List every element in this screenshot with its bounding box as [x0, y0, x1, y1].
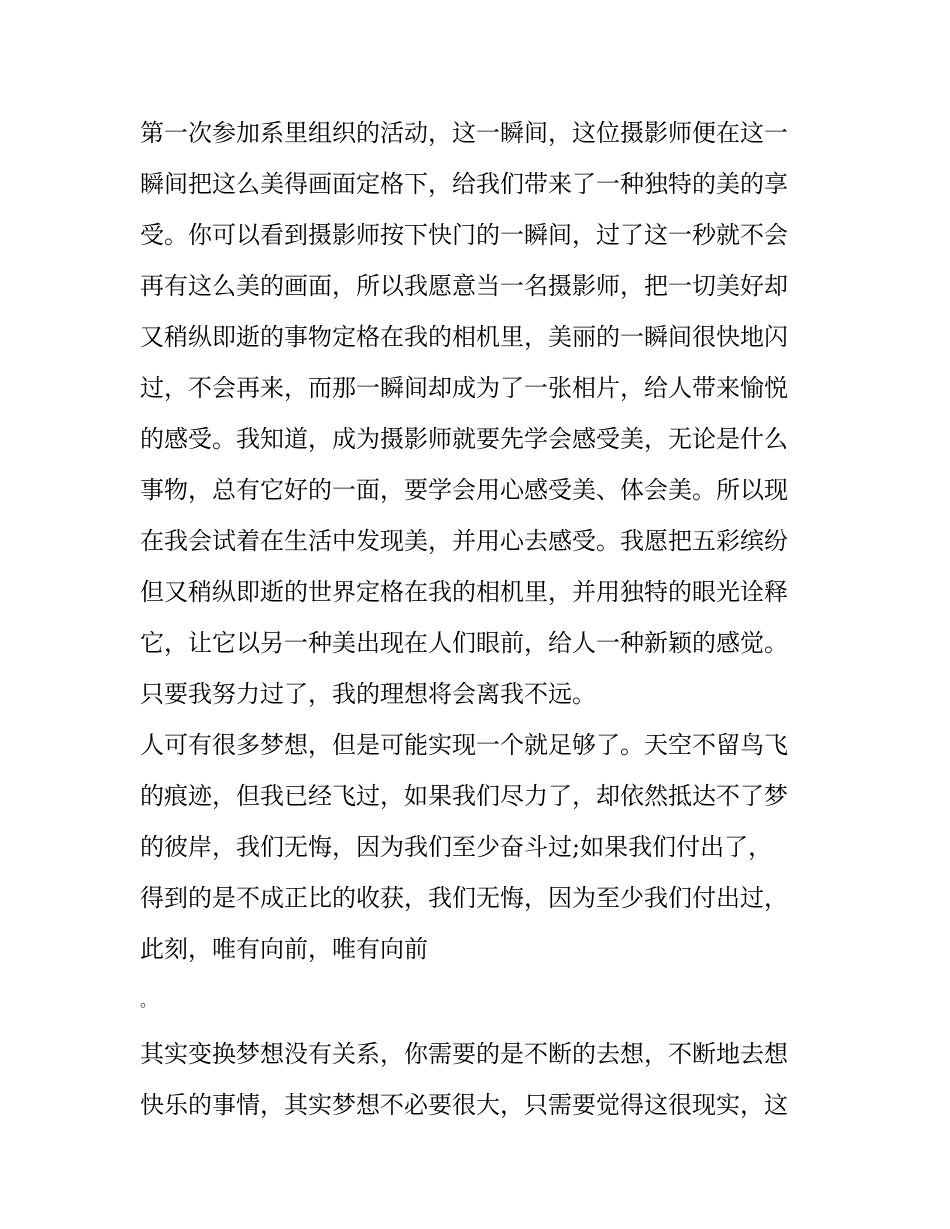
text-line: 但又稍纵即逝的世界定格在我的相机里，并用独特的眼光诠释 — [140, 578, 788, 606]
text-line: 瞬间把这么美得画面定格下，给我们带来了一种独特的美的享 — [140, 170, 788, 198]
body-text — [140, 108, 830, 1131]
text-line: 再有这么美的画面，所以我愿意当一名摄影师，把一切美好却 — [140, 272, 788, 300]
text-line: 快乐的事情，其实梦想不必要很大，只需要觉得这很现实，这 — [140, 1091, 788, 1119]
text-line: 事物，总有它好的一面，要学会用心感受美、体会美。所以现 — [140, 476, 788, 504]
text-line: 得到的是不成正比的收获，我们无悔，因为至少我们付出过， — [140, 884, 788, 912]
text-line: 其实变换梦想没有关系，你需要的是不断的去想，不断地去想 — [140, 1040, 788, 1068]
text-line: 过，不会再来，而那一瞬间却成为了一张相片，给人带来愉悦 — [140, 374, 788, 402]
text-line: 第一次参加系里组织的活动，这一瞬间，这位摄影师便在这一 — [140, 119, 788, 147]
text-line: 又稍纵即逝的事物定格在我的相机里，美丽的一瞬间很快地闪 — [140, 323, 788, 351]
text-line: 此刻，唯有向前，唯有向前 — [140, 935, 428, 963]
text-line: 的痕迹，但我已经飞过，如果我们尽力了，却依然抵达不了梦 — [140, 782, 788, 810]
text-line: 。 — [140, 991, 157, 1010]
text-line: 的彼岸，我们无悔，因为我们至少奋斗过;如果我们付出了， — [140, 833, 773, 861]
text-line: 的感受。我知道，成为摄影师就要先学会感受美，无论是什么 — [140, 425, 788, 453]
text-line: 人可有很多梦想，但是可能实现一个就足够了。天空不留鸟飞 — [140, 731, 788, 759]
text-line: 只要我努力过了，我的理想将会离我不远。 — [140, 680, 596, 708]
text-line: 在我会试着在生活中发现美，并用心去感受。我愿把五彩缤纷 — [140, 527, 788, 555]
text-line: 它，让它以另一种美出现在人们眼前，给人一种新颖的感觉。 — [140, 629, 788, 657]
text-line: 受。你可以看到摄影师按下快门的一瞬间，过了这一秒就不会 — [140, 221, 788, 249]
